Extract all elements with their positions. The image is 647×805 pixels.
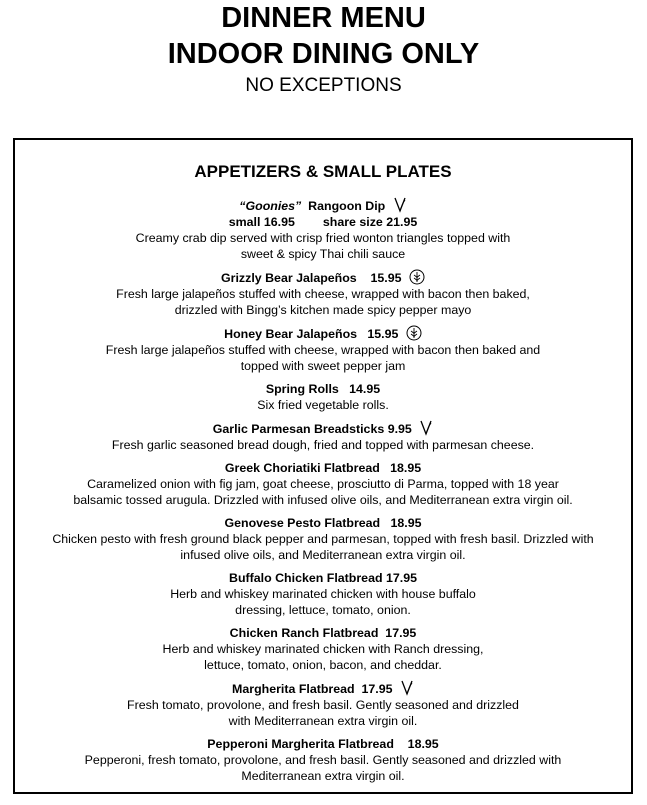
menu-header [0,0,647,98]
menu-item-name: Genovese Pesto Flatbread [224,516,381,530]
menu-item-sizes [15,214,631,230]
menu-item-price: 15.95 [367,327,399,341]
menu-item-desc-line: Fresh tomato, provolone, and fresh basil. Gently seasoned and drizzled [127,698,519,712]
vegetarian-leaf-icon [419,420,433,436]
vegetarian-leaf-icon [393,197,407,213]
menu-item-price: 18.95 [407,737,439,751]
menu-item-greek-choriatiki-flatbread [15,460,631,508]
menu-subtitle: INDOOR DINING ONLY [167,38,480,70]
menu-item-buffalo-chicken-flatbread [15,570,631,618]
menu-item-honey-bear-jalapenos [15,325,631,374]
menu-item-chicken-ranch-flatbread [15,625,631,673]
menu-item-title [15,269,631,286]
menu-item-price: 9.95 [387,422,412,436]
menu-title: DINNER MENU [221,2,426,34]
menu-item-desc-line: Fresh large jalapeños stuffed with cheese, wrapped with bacon then baked, [116,287,530,301]
menu-item-garlic-parmesan-breadsticks [15,420,631,453]
menu-item-desc-line: Fresh garlic seasoned bread dough, fried and topped with parmesan cheese. [111,438,535,452]
menu-item-title [15,570,631,586]
menu-item-desc-line: Six fried vegetable rolls. [257,398,389,412]
menu-item-name: Margherita Flatbread [232,682,355,696]
menu-item-title [15,197,631,214]
menu-item-desc-line: topped with sweet pepper jam [240,359,406,373]
menu-item-desc-line: Pepperoni, fresh tomato, provolone, and fresh basil. Gently seasoned and drizzled with [84,753,562,767]
menu-item-name: Pepperoni Margherita Flatbread [207,737,394,751]
menu-item-name: Chicken Ranch Flatbread [229,626,379,640]
menu-item-title [15,736,631,752]
menu-item-desc-line: sweet & spicy Thai chili sauce [240,247,406,261]
menu-item-margherita-flatbread [15,680,631,729]
menu-item-name-quoted: “Goonies” [239,199,302,213]
gluten-free-icon [409,269,425,285]
menu-item-name: Garlic Parmesan Breadsticks [212,422,385,436]
menu-item-name: Rangoon Dip [308,199,386,213]
menu-item-desc-line: balsamic tossed arugula. Drizzled with infused olive oils, and Mediterranean extra virgin oil. [73,493,573,507]
menu-notice: NO EXCEPTIONS [245,75,402,96]
menu-item-title [15,680,631,697]
menu-item-desc-line: Caramelized onion with fig jam, goat cheese, prosciutto di Parma, topped with 18 year [87,477,559,491]
menu-item-small-price: small 16.95 [228,215,295,229]
menu-item-name: Greek Choriatiki Flatbread [224,461,380,475]
menu-item-desc-line: lettuce, tomato, onion, bacon, and cheddar. [204,658,442,672]
gluten-free-icon [406,325,422,341]
menu-item-name: Honey Bear Jalapeños [224,327,358,341]
menu-item-title [15,420,631,437]
menu-item-price: 18.95 [390,461,422,475]
menu-item-title [15,325,631,342]
menu-item-name: Spring Rolls [265,382,339,396]
menu-item-title [15,515,631,531]
menu-item-price: 17.95 [385,626,417,640]
menu-item-desc-line: Fresh large jalapeños stuffed with cheese, wrapped with bacon then baked and [105,343,541,357]
menu-item-price: 14.95 [349,382,381,396]
menu-item-desc-line: with Mediterranean extra virgin oil. [228,714,418,728]
menu-item-desc-line: Chicken pesto with fresh ground black pepper and parmesan, topped with fresh basil. Drizzled with [52,532,594,546]
menu-item-share-price: share size 21.95 [322,215,418,229]
menu-item-desc-line: infused olive oils, and Mediterranean extra virgin oil. [180,548,466,562]
menu-item-name: Grizzly Bear Jalapeños [221,271,357,285]
menu-item-name: Buffalo Chicken Flatbread [229,571,383,585]
menu-item-price: 17.95 [361,682,393,696]
menu-item-desc-line: Herb and whiskey marinated chicken with Ranch dressing, [162,642,484,656]
menu-item-desc-line: Herb and whiskey marinated chicken with house buffalo [170,587,476,601]
menu-item-desc-line: drizzled with Bingg’s kitchen made spicy pepper mayo [174,303,472,317]
menu-item-genovese-pesto-flatbread [15,515,631,563]
menu-item-goonies-rangoon-dip [15,197,631,262]
menu-item-grizzly-bear-jalapenos [15,269,631,318]
menu-item-title [15,625,631,641]
menu-item-pepperoni-margherita-flatbread [15,736,631,784]
menu-item-spring-rolls [15,381,631,413]
menu-item-desc-line: Mediterranean extra virgin oil. [241,769,405,783]
menu-item-title [15,381,631,397]
menu-section-box [13,138,633,794]
menu-item-desc-line: dressing, lettuce, tomato, onion. [235,603,411,617]
menu-item-price: 17.95 [385,571,417,585]
section-title: APPETIZERS & SMALL PLATES [194,162,452,181]
menu-item-title [15,460,631,476]
vegetarian-leaf-icon [400,680,414,696]
menu-item-price: 15.95 [370,271,402,285]
menu-item-price: 18.95 [390,516,422,530]
menu-item-desc-line: Creamy crab dip served with crisp fried wonton triangles topped with [135,231,511,245]
